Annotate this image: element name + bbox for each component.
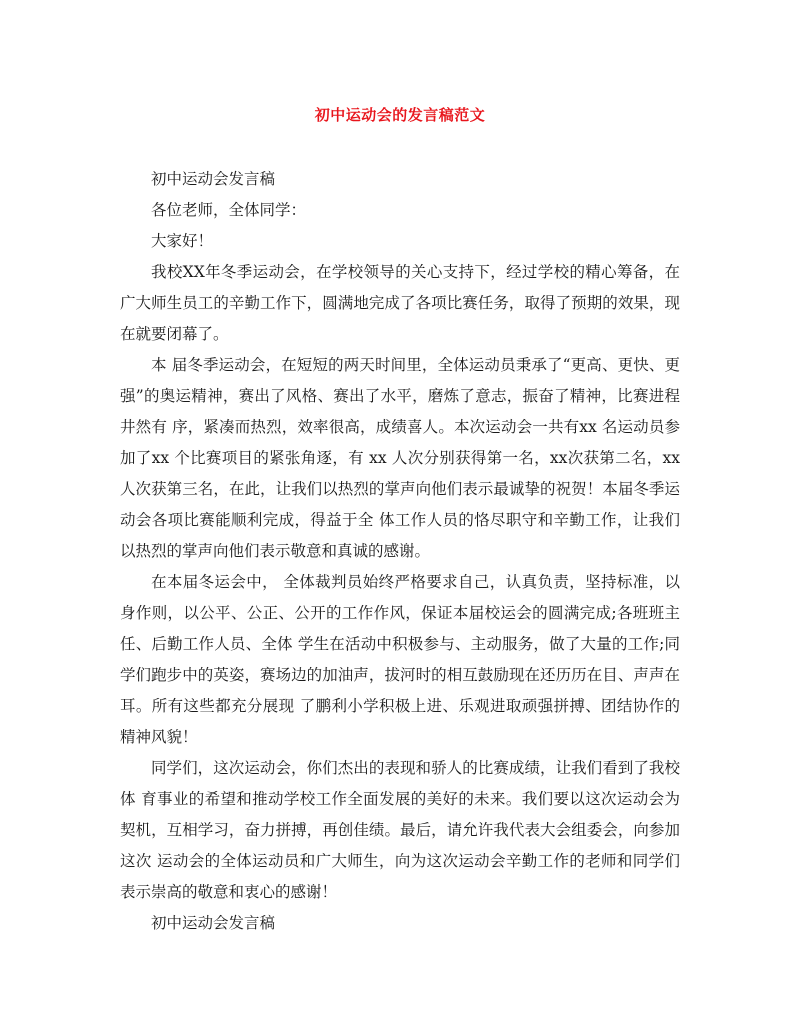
paragraph-salutation: 各位老师，全体同学： — [151, 201, 307, 219]
paragraph-heading: 初中运动会发言稿 — [151, 170, 276, 188]
paragraph-greeting: 大家好！ — [151, 232, 214, 250]
document-body — [120, 164, 680, 939]
paragraph-results: 本 届冬季运动会，在短短的两天时间里，全体运动员秉承了“更高、更快、更强”的奥运精神，赛出了风格、赛出了水平，磨炼了意志，振奋了精神，比赛进程井然有 序，紧凑而热烈，效率很高，成绩喜人。本次运动会一共有xx 名运动员参加了xx 个比赛项目的紧张角逐，有 xx 人次分别获得第一名，xx次获第二名，xx人次获第三名，在此，让我们以热烈的掌声向他们表示最诚挚的祝贺！本届冬季运动会各项比赛能顺利完成，得益于全 体工作人员的恪尽职守和辛勤工作，让我们以热烈的掌声向他们表示敬意和真诚的感谢。 — [120, 356, 680, 560]
document-title: 初中运动会的发言稿范文 — [314, 106, 486, 124]
paragraph-thanks-staff: 在本届冬运会中， 全体裁判员始终严格要求自己，认真负责，坚持标准，以身作则，以公平、公正、公开的工作作风，保证本届校运会的圆满完成;各班班主任、后勤工作人员、全体 学生在活动中积极参与、主动服务，做了大量的工作;同学们跑步中的英姿，赛场边的加油声，拔河时的相互鼓励现在还历历在目、声声在耳。所有这些都充分展现 了鹏利小学积极上进、乐观进取顽强拼搏、团结协作的精神风貌！ — [120, 573, 680, 746]
paragraph-closing: 同学们，这次运动会，你们杰出的表现和骄人的比赛成绩，让我们看到了我校体 育事业的希望和推动学校工作全面发展的美好的未来。我们要以这次运动会为契机，互相学习，奋力拼搏，再创佳绩。最后，请允许我代表大会组委会，向参加这次 运动会的全体运动员和广大师生，向为这次运动会辛勤工作的老师和同学们表示崇高的敬意和衷心的感谢！ — [120, 759, 680, 901]
paragraph-intro: 我校XX年冬季运动会，在学校领导的关心支持下，经过学校的精心筹备，在广大师生员工的辛勤工作下，圆满地完成了各项比赛任务，取得了预期的效果，现在就要闭幕了。 — [120, 263, 680, 343]
paragraph-footer-heading: 初中运动会发言稿 — [151, 914, 276, 932]
